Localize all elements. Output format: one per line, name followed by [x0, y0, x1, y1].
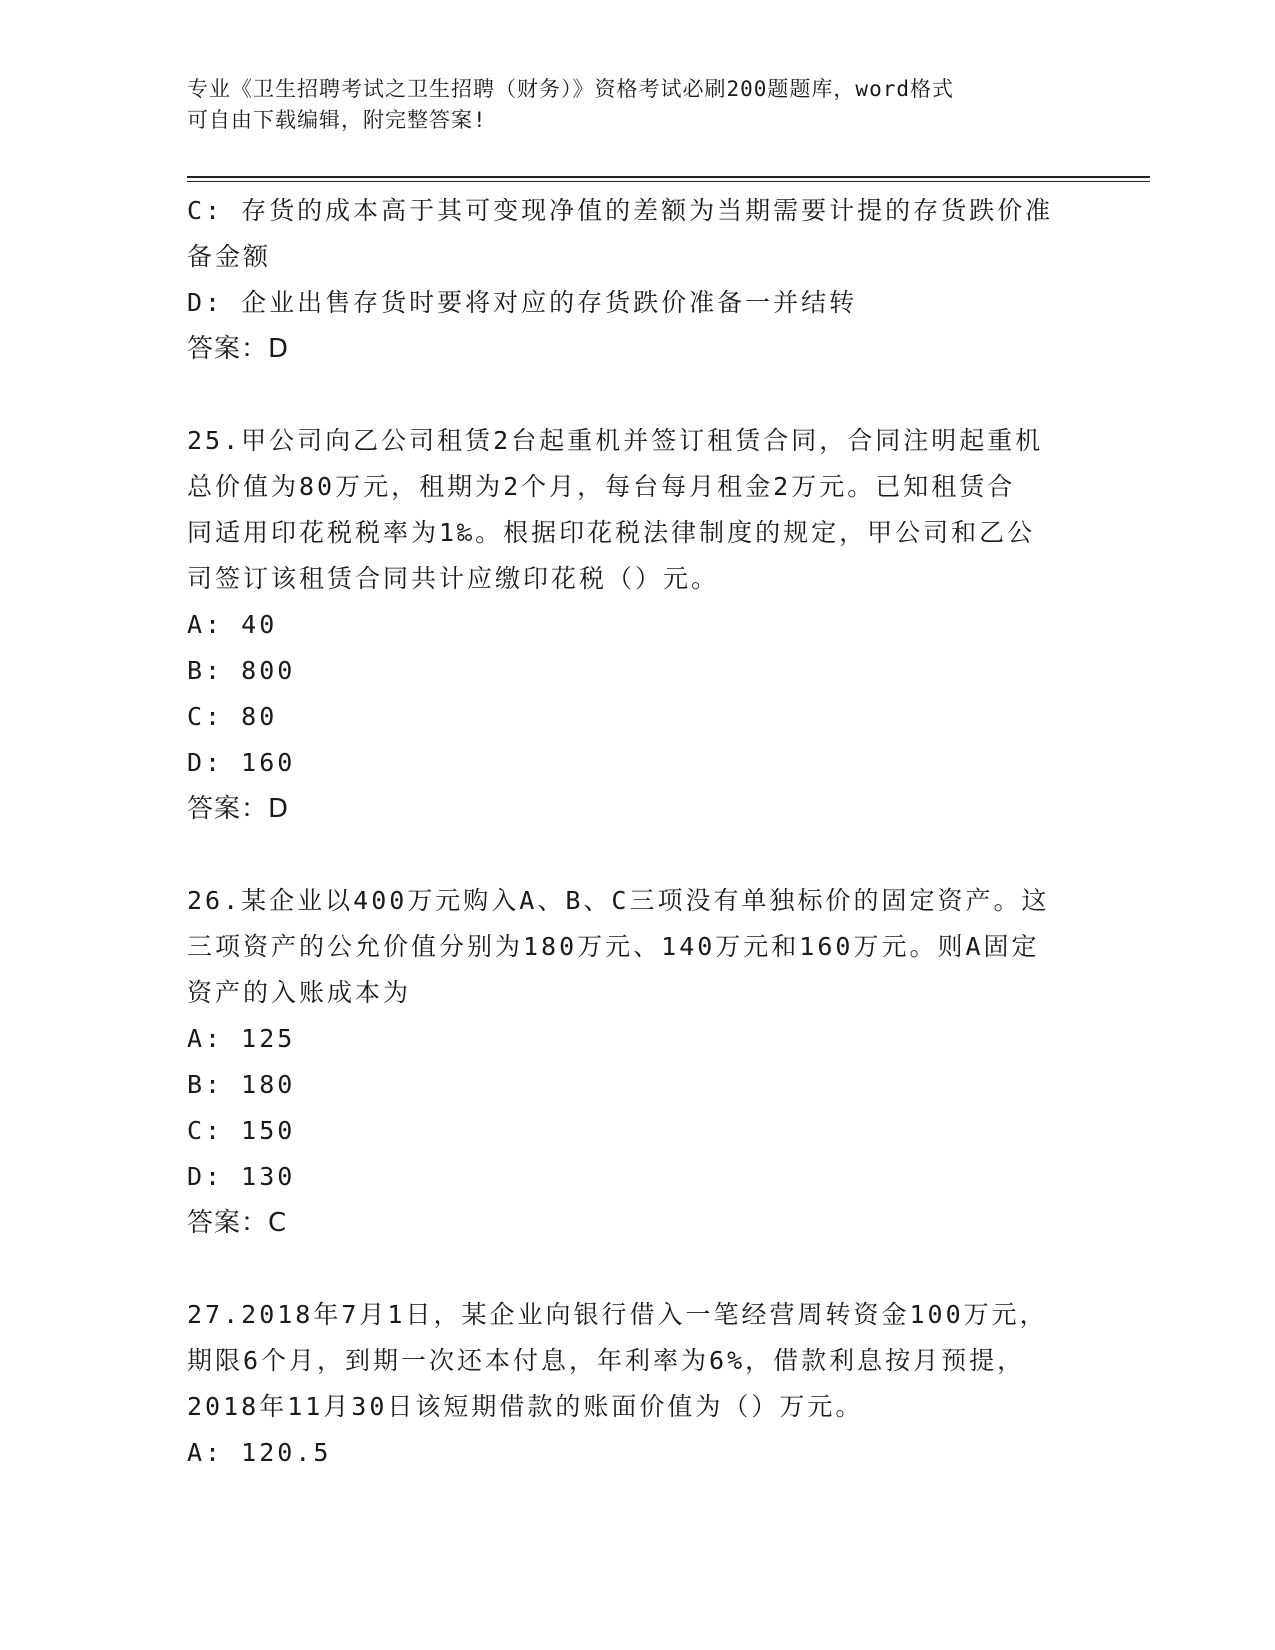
question-text-line: 2018年11月30日该短期借款的账面价值为（）万元。 — [187, 1392, 864, 1421]
document-header — [187, 74, 1087, 136]
question-text-line: 资产的入账成本为 — [187, 978, 412, 1007]
option-d: D: 130 — [187, 1162, 296, 1191]
option-d: D: 160 — [187, 748, 296, 777]
option-c-continuation: 备金额 — [187, 242, 272, 271]
option-b: B: 180 — [187, 1070, 296, 1099]
question-27 — [187, 1292, 1087, 1476]
option-d: D: 企业出售存货时要将对应的存货跌价准备一并结转 — [187, 288, 858, 317]
option-c: C: 存货的成本高于其可变现净值的差额为当期需要计提的存货跌价准 — [187, 196, 1054, 225]
question-text-line: 总价值为80万元，租期为2个月，每台每月租金2万元。已知租赁合 — [187, 472, 1016, 501]
option-c: C: 80 — [187, 702, 278, 731]
question-text-line: 期限6个月，到期一次还本付息，年利率为6%，借款利息按月预提， — [187, 1346, 1026, 1375]
question-text-line: 25.甲公司向乙公司租赁2台起重机并签订租赁合同，合同注明起重机 — [187, 426, 1044, 455]
header-line-1: 专业《卫生招聘考试之卫生招聘（财务）》资格考试必刷200题题库，word格式 — [187, 77, 954, 101]
question-text-line: 司签订该租赁合同共计应缴印花税（）元。 — [187, 564, 720, 593]
answer: 答案：D — [187, 794, 290, 824]
option-c: C: 150 — [187, 1116, 296, 1145]
option-a: A: 40 — [187, 610, 278, 639]
option-a: A: 120.5 — [187, 1438, 332, 1467]
header-divider — [187, 176, 1150, 182]
answer: 答案：D — [187, 334, 290, 364]
option-a: A: 125 — [187, 1024, 296, 1053]
question-text-line: 同适用印花税税率为1‰。根据印花税法律制度的规定，甲公司和乙公 — [187, 518, 1036, 547]
question-text-line: 26.某企业以400万元购入A、B、C三项没有单独标价的固定资产。这 — [187, 886, 1050, 915]
document-body — [187, 188, 1087, 1476]
option-b: B: 800 — [187, 656, 296, 685]
answer: 答案：C — [187, 1208, 288, 1238]
question-25 — [187, 418, 1087, 832]
header-line-2: 可自由下载编辑，附完整答案! — [187, 108, 487, 132]
question-24-continued — [187, 188, 1087, 372]
question-26 — [187, 878, 1087, 1246]
question-text-line: 27.2018年7月1日，某企业向银行借入一笔经营周转资金100万元， — [187, 1300, 1048, 1329]
question-text-line: 三项资产的公允价值分别为180万元、140万元和160万元。则A固定 — [187, 932, 1040, 961]
